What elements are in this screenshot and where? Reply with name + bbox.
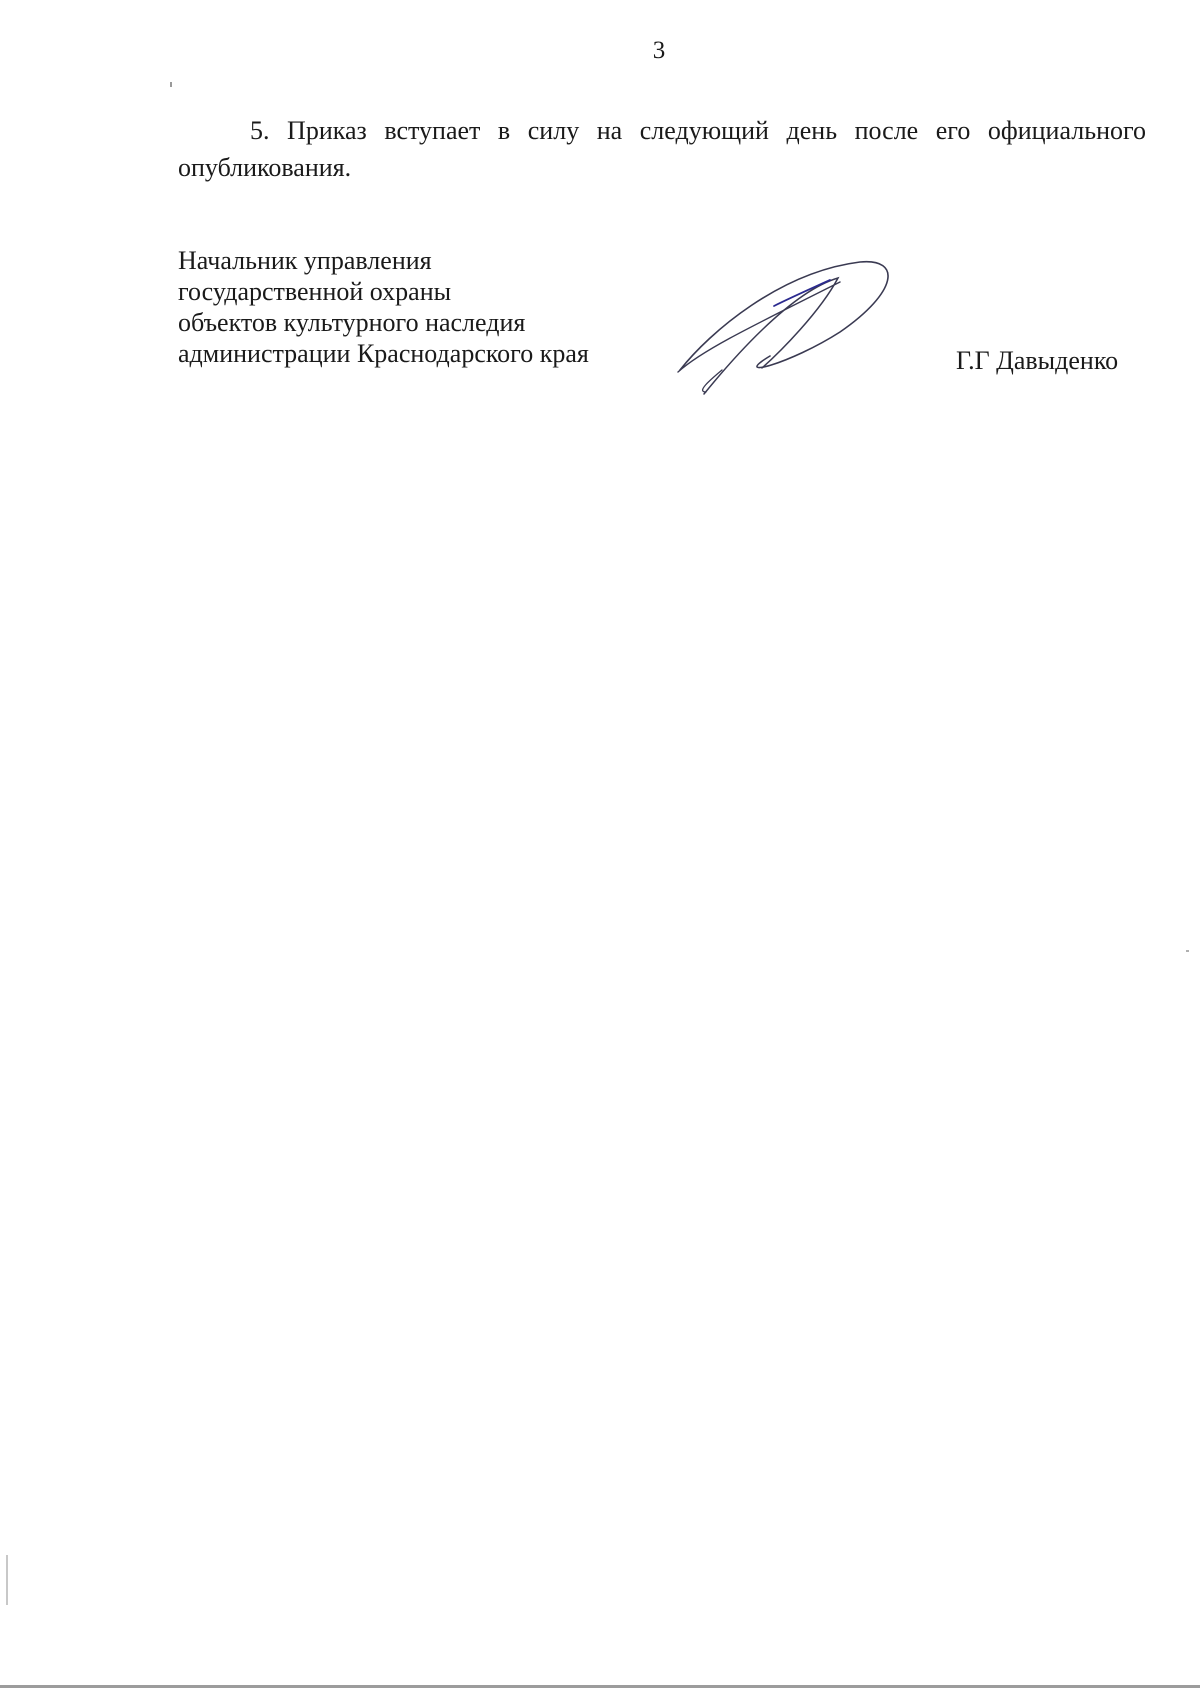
signatory-title [178,245,638,369]
signatory-name: Г.Г Давыденко [956,346,1119,375]
handwritten-signature [670,252,910,402]
signatory-title-line: Начальник управления [178,246,432,275]
page-number: 3 [652,37,666,64]
scan-speck [170,82,172,87]
signatory-title-line: объектов культурного наследия [178,308,526,337]
scan-speck [1186,950,1189,952]
signature-accent-stroke [774,280,830,306]
scan-edge-mark [6,1555,8,1605]
order-paragraph: 5. Приказ вступает в силу на следующий день после его официального опубликования. [178,116,1146,182]
scan-bottom-edge [0,1685,1200,1688]
signatory-title-line: администрации Краснодарского края [178,339,589,368]
signature-stroke [704,278,838,394]
signature-stroke [680,262,888,370]
signatory-title-line: государственной охраны [178,277,452,306]
signature-stroke [678,282,840,372]
signature-stroke [703,370,722,392]
